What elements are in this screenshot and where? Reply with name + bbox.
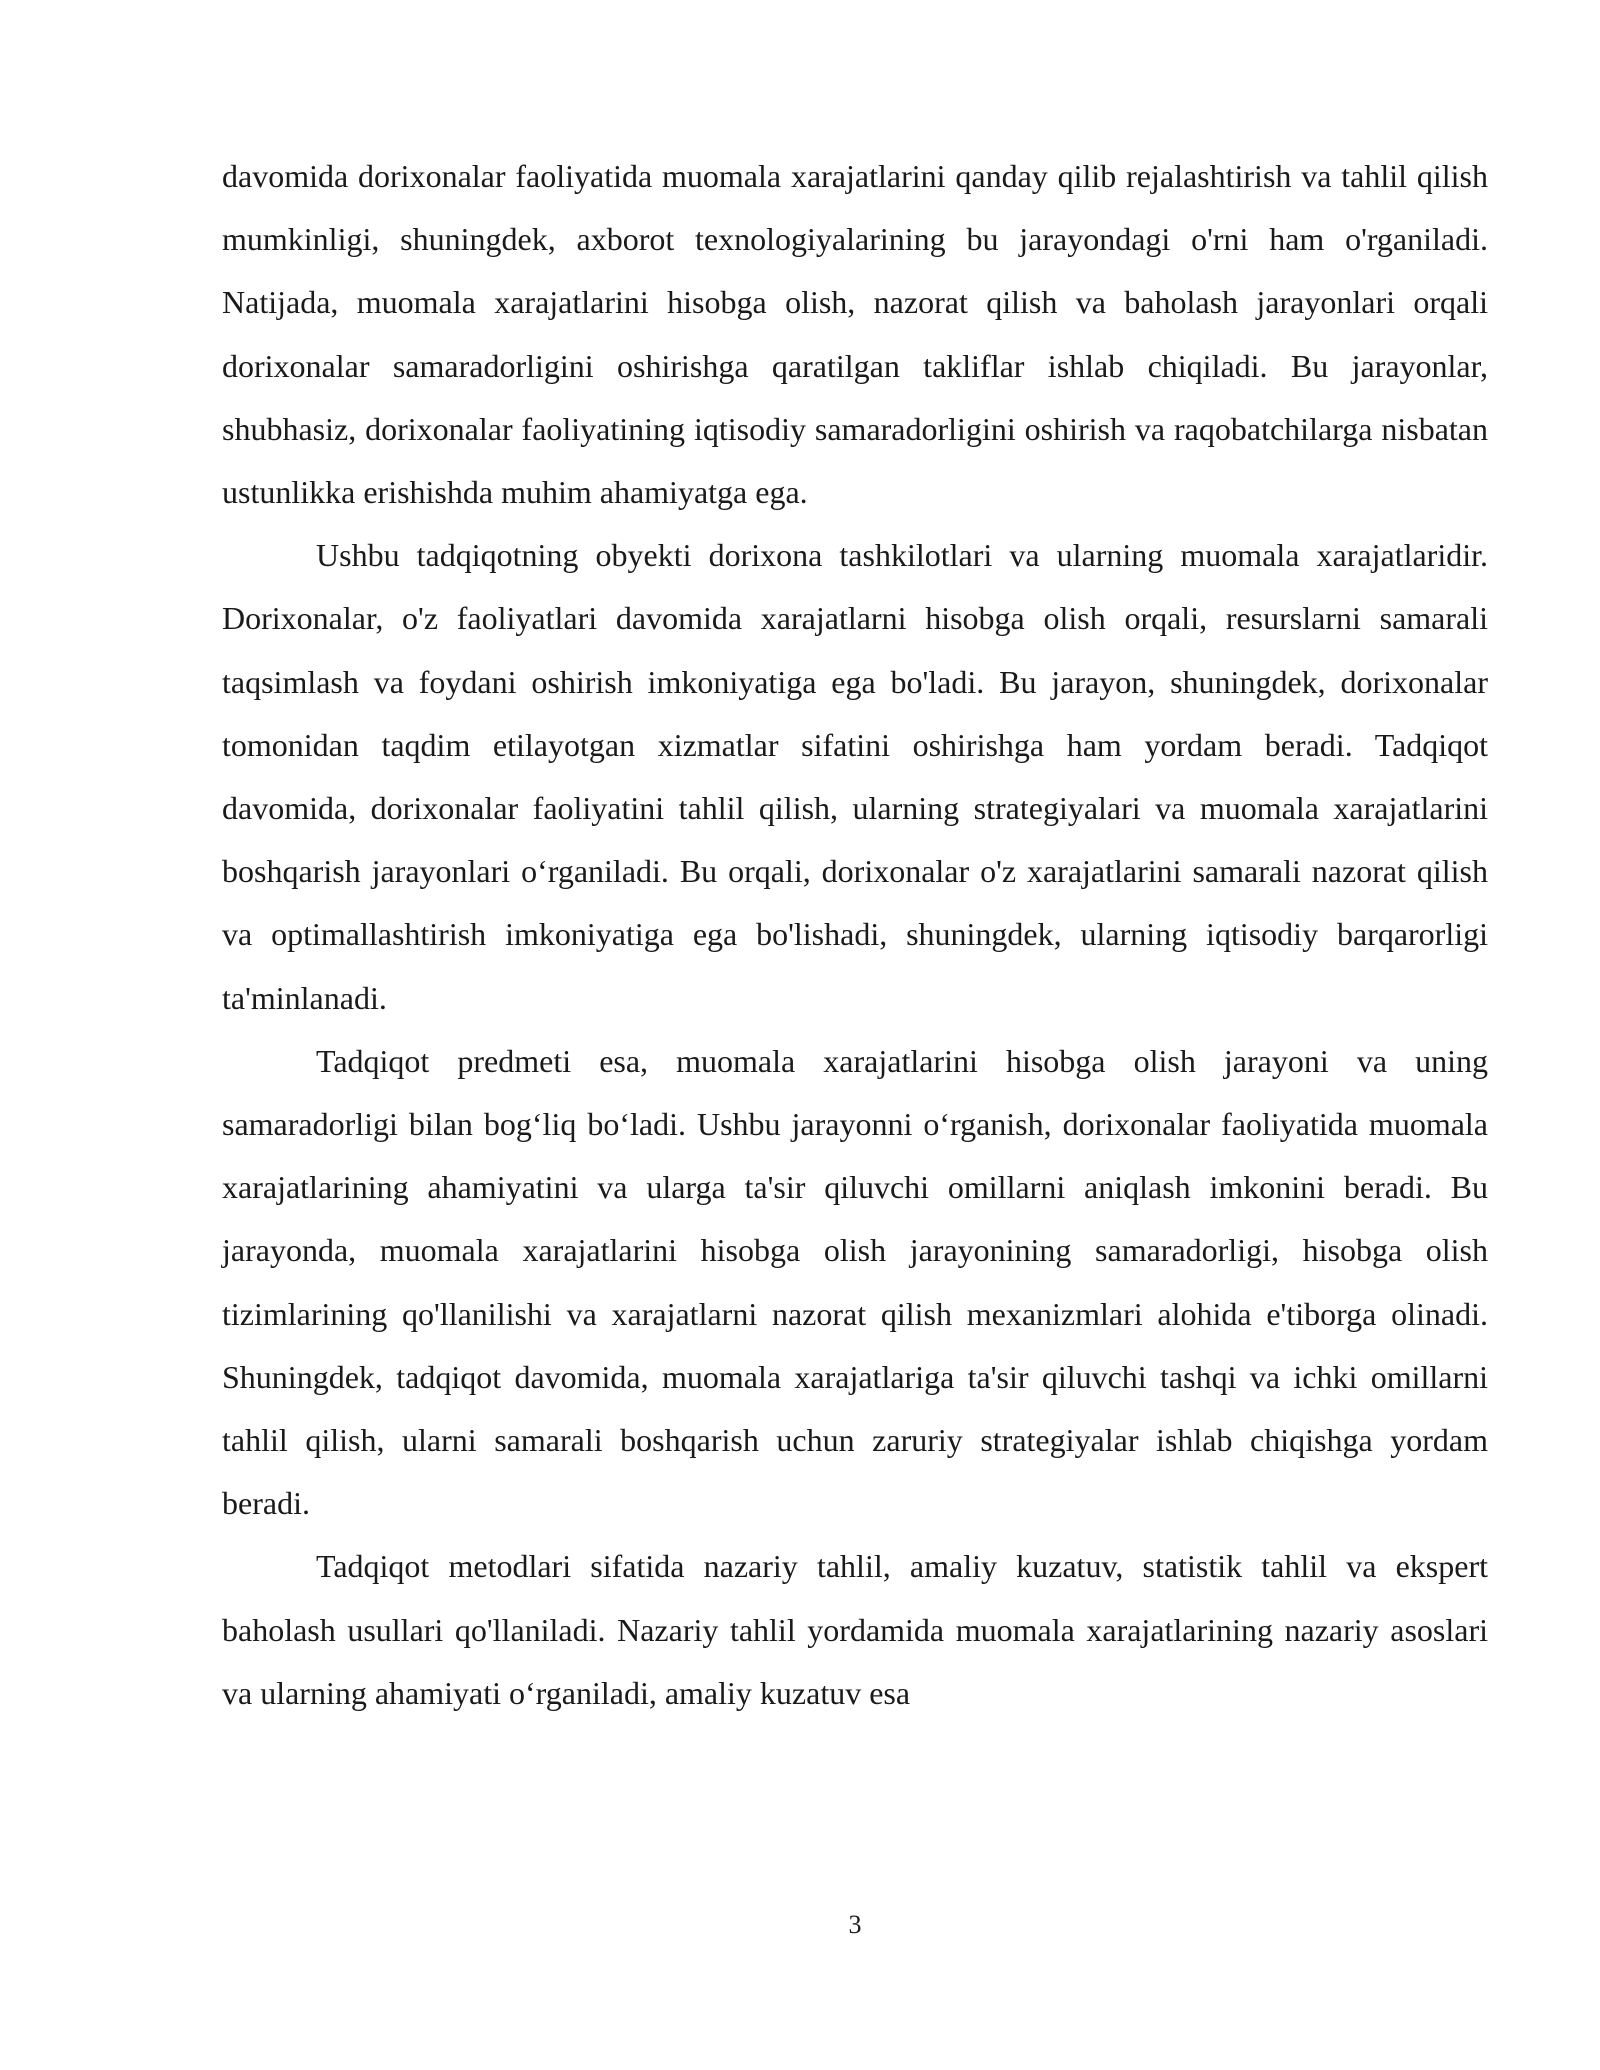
paragraph-3: Tadqiqot predmeti esa, muomala xarajatlarini hisobga olish jarayoni va uning samaradorligi bilan bog‘liq bo‘ladi. Ushbu jarayonni o‘rganish, dorixonalar faoliyatida muomala xarajatlarining ahamiyatini va ularga ta'sir qiluvchi omillarni aniqlash imkonini beradi. Bu jarayonda, muomala xarajatlarini hisobga olish jarayonining samaradorligi, hisobga olish tizimlarining qo'llanilishi va xarajatlarni nazorat qilish mexanizmlari alohida e'tiborga olinadi. Shuningdek, tadqiqot davomida, muomala xarajatlariga ta'sir qiluvchi tashqi va ichki omillarni tahlil qilish, ularni samarali boshqarish uchun zaruriy strategiyalar ishlab chiqishga yordam beradi. (222, 1042, 1488, 1522)
paragraph-4: Tadqiqot metodlari sifatida nazariy tahlil, amaliy kuzatuv, statistik tahlil va ekspert baholash usullari qo'llaniladi. Nazariy tahlil yordamida muomala xarajatlarining nazariy asoslari va ularning ahamiyati o‘rganiladi, amaliy kuzatuv esa (222, 1548, 1488, 1711)
page-number: 3 (848, 1910, 862, 1939)
paragraph-1: davomida dorixonalar faoliyatida muomala xarajatlarini qanday qilib rejalashtirish va tahlil qilish mumkinligi, shuningdek, axborot texnologiyalarining bu jarayondagi o'rni ham o'rganiladi. Natijada, muomala xarajatlarini hisobga olish, nazorat qilish va baholash jarayonlari orqali dorixonalar samaradorligini oshirishga qaratilgan takliflar ishlab chiqiladi. Bu jarayonlar, shubhasiz, dorixonalar faoliyatining iqtisodiy samaradorligini oshirish va raqobatchilarga nisbatan ustunlikka erishishda muhim ahamiyatga ega. (222, 158, 1488, 511)
paragraph-2: Ushbu tadqiqotning obyekti dorixona tashkilotlari va ularning muomala xarajatlaridir. Dorixonalar, o'z faoliyatlari davomida xarajatlarni hisobga olish orqali, resurslarni samarali taqsimlash va foydani oshirish imkoniyatiga ega bo'ladi. Bu jarayon, shuningdek, dorixonalar tomonidan taqdim etilayotgan xizmatlar sifatini oshirishga ham yordam beradi. Tadqiqot davomida, dorixonalar faoliyatini tahlil qilish, ularning strategiyalari va muomala xarajatlarini boshqarish jarayonlari o‘rganiladi. Bu orqali, dorixonalar o'z xarajatlarini samarali nazorat qilish va optimallashtirish imkoniyatiga ega bo'lishadi, shuningdek, ularning iqtisodiy barqarorligi ta'minlanadi. (222, 537, 1488, 1016)
body-text (222, 145, 1488, 1725)
